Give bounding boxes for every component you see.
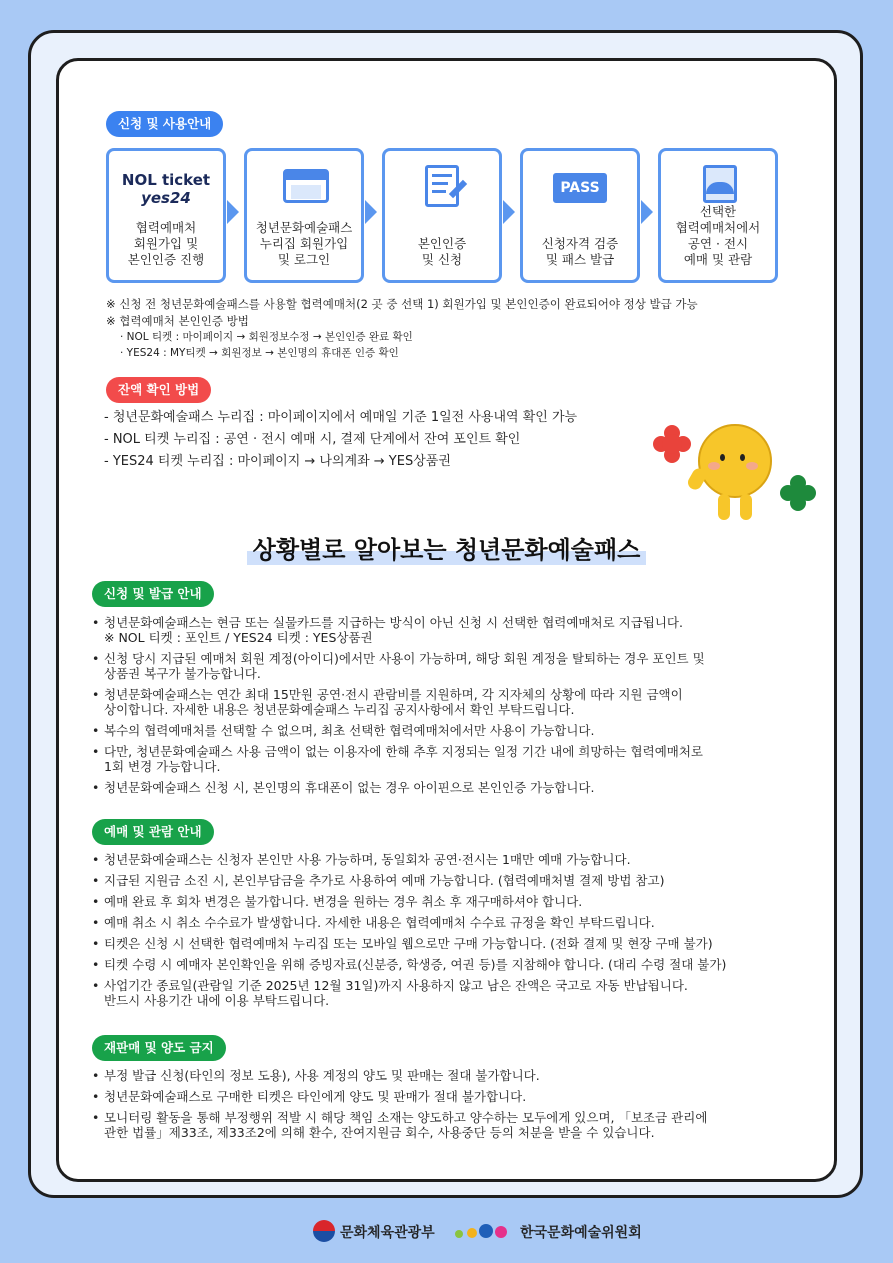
- list-item: • 모니터링 활동을 통해 부정행위 적발 시 해당 책임 소재는 양도하고 양수하는 모두에게 있으며, 「보조금 관리에 관한 법률」제33조, 제33조2에 의해 환수, 잔여지원금 회수, 사용중단 등의 처분을 받을 수 있습니다.: [92, 1110, 772, 1140]
- booking-viewing-list: [92, 852, 772, 1014]
- list-item: • 티켓 수령 시 예매자 본인확인을 위해 증빙자료(신분증, 학생증, 여권 등)를 지참해야 합니다. (대리 수령 절대 불가): [92, 957, 772, 972]
- list-item: • 청년문화예술패스로 구매한 티켓은 타인에게 양도 및 판매가 절대 불가합니다.: [92, 1089, 772, 1104]
- footer: [0, 1218, 893, 1248]
- taegeuk-emblem-icon: [313, 1220, 335, 1242]
- step-4-text: 신청자격 검증 및 패스 발급: [541, 236, 619, 267]
- browser-window-icon: [283, 169, 329, 203]
- list-item: • 다만, 청년문화예술패스 사용 금액이 없는 이용자에 한해 추후 지정되는 일정 기간 내에 희망하는 협력예매처로 1회 변경 가능합니다.: [92, 744, 772, 774]
- list-item: - NOL 티켓 누리집 : 공연 · 전시 예매 시, 결제 단계에서 잔여 포인트 확인: [104, 432, 521, 447]
- list-item: • 신청 당시 지급된 예매처 회원 계정(아이디)에서만 사용이 가능하며, 해당 회원 계정을 탈퇴하는 경우 포인트 및 상품권 복구가 불가능합니다.: [92, 651, 772, 681]
- headline-text: 상황별로 알아보는 청년문화예술패스: [247, 530, 647, 565]
- list-item: - YES24 티켓 누리집 : 마이페이지 → 나의계좌 → YES상품권: [104, 454, 451, 469]
- document-pencil-icon: [425, 165, 459, 207]
- step-1: [106, 148, 226, 283]
- section-label-booking-viewing: 예매 및 관람 안내: [92, 819, 214, 845]
- list-item: • 청년문화예술패스는 현금 또는 실물카드를 지급하는 방식이 아닌 신청 시 선택한 협력예매처로 지급됩니다. ※ NOL 티켓 : 포인트 / YES24 티켓 : YES상품권: [92, 615, 772, 645]
- list-item: • 티켓은 신청 시 선택한 협력예매처 누리집 또는 모바일 웹으로만 구매 가능합니다. (전화 결제 및 현장 구매 불가): [92, 936, 772, 951]
- arrow-right-icon: [365, 200, 377, 224]
- arrow-right-icon: [641, 200, 653, 224]
- list-item: • 청년문화예술패스는 신청자 본인만 사용 가능하며, 동일회차 공연·전시는 1매만 예매 가능합니다.: [92, 852, 772, 867]
- section-label-resale-transfer-ban: 재판매 및 양도 금지: [92, 1035, 226, 1061]
- green-clover-character-icon: [780, 475, 816, 511]
- list-item: • 복수의 협력예매처를 선택할 수 없으며, 최초 선택한 협력예매처에서만 사용이 가능합니다.: [92, 723, 772, 738]
- section-label-apply-issue: 신청 및 발급 안내: [92, 581, 214, 607]
- resale-transfer-list: [92, 1068, 772, 1146]
- list-item: • 지급된 지원금 소진 시, 본인부담금을 추가로 사용하여 예매 가능합니다. (협력예매처별 결제 방법 참고): [92, 873, 772, 888]
- nol-logo: NOL ticket: [121, 171, 211, 189]
- apply-issue-list: [92, 615, 772, 801]
- ministry-logo-text: 문화체육관광부: [340, 1225, 435, 1241]
- arrow-right-icon: [503, 200, 515, 224]
- note-1: ※ 신청 전 청년문화예술패스를 사용할 협력예매처(2 곳 중 선택 1) 회원가입 및 본인인증이 완료되어야 정상 발급 가능: [106, 297, 698, 311]
- list-item: • 청년문화예술패스 신청 시, 본인명의 휴대폰이 없는 경우 아이핀으로 본인인증 가능합니다.: [92, 780, 772, 795]
- list-item: • 예매 취소 시 취소 수수료가 발생합니다. 자세한 내용은 협력예매처 수수료 규정을 확인 부탁드립니다.: [92, 915, 772, 930]
- poster-icon: [703, 165, 737, 203]
- list-item: • 사업기간 종료일(관람일 기준 2025년 12월 31일)까지 사용하지 않고 남은 잔액은 국고로 자동 반납됩니다. 반드시 사용기간 내에 이용 부탁드립니다.: [92, 978, 772, 1008]
- section-label-apply-usage: 신청 및 사용안내: [106, 111, 223, 137]
- note-4: · YES24 : MY티켓 → 회원정보 → 본인명의 휴대폰 인증 확인: [120, 347, 399, 359]
- step-3: [382, 148, 502, 283]
- page-headline: [0, 530, 893, 565]
- section-label-balance-check: 잔액 확인 방법: [106, 377, 211, 403]
- step-5-text: 선택한 협력예매처에서 공연 · 전시 예매 및 관람: [675, 204, 761, 267]
- list-item: - 청년문화예술패스 누리집 : 마이페이지에서 예매일 기준 1일전 사용내역 확인 가능: [104, 410, 578, 425]
- note-3: · NOL 티켓 : 마이페이지 → 회원정보수정 → 본인인증 완료 확인: [120, 331, 413, 343]
- step-4: [520, 148, 640, 283]
- step-2-text: 청년문화예술패스 누리집 회원가입 및 로그인: [255, 220, 353, 267]
- arts-council-dots-icon: [455, 1224, 515, 1240]
- arts-council-logo-text: 한국문화예술위원회: [520, 1225, 642, 1241]
- step-3-text: 본인인증 및 신청: [417, 236, 467, 267]
- note-2: ※ 협력예매처 본인인증 방법: [106, 314, 249, 328]
- list-item: • 부정 발급 신청(타인의 정보 도용), 사용 계정의 양도 및 판매는 절대 불가합니다.: [92, 1068, 772, 1083]
- arrow-right-icon: [227, 200, 239, 224]
- list-item: • 예매 완료 후 회차 변경은 불가합니다. 변경을 원하는 경우 취소 후 재구매하셔야 합니다.: [92, 894, 772, 909]
- red-flower-character-icon: [652, 425, 692, 465]
- yes24-logo: yes24: [141, 189, 191, 207]
- step-5: [658, 148, 778, 283]
- step-1-text: 협력예매처 회원가입 및 본인인증 진행: [127, 220, 205, 267]
- yellow-mascot-character-icon: [690, 418, 780, 528]
- pass-card-icon: PASS: [553, 173, 607, 203]
- step-2: [244, 148, 364, 283]
- list-item: • 청년문화예술패스는 연간 최대 15만원 공연·전시 관람비를 지원하며, 각 지자체의 상황에 따라 지원 금액이 상이합니다. 자세한 내용은 청년문화예술패스 누리집 공지사항에서 확인 부탁드립니다.: [92, 687, 772, 717]
- balance-check-list: [104, 407, 577, 473]
